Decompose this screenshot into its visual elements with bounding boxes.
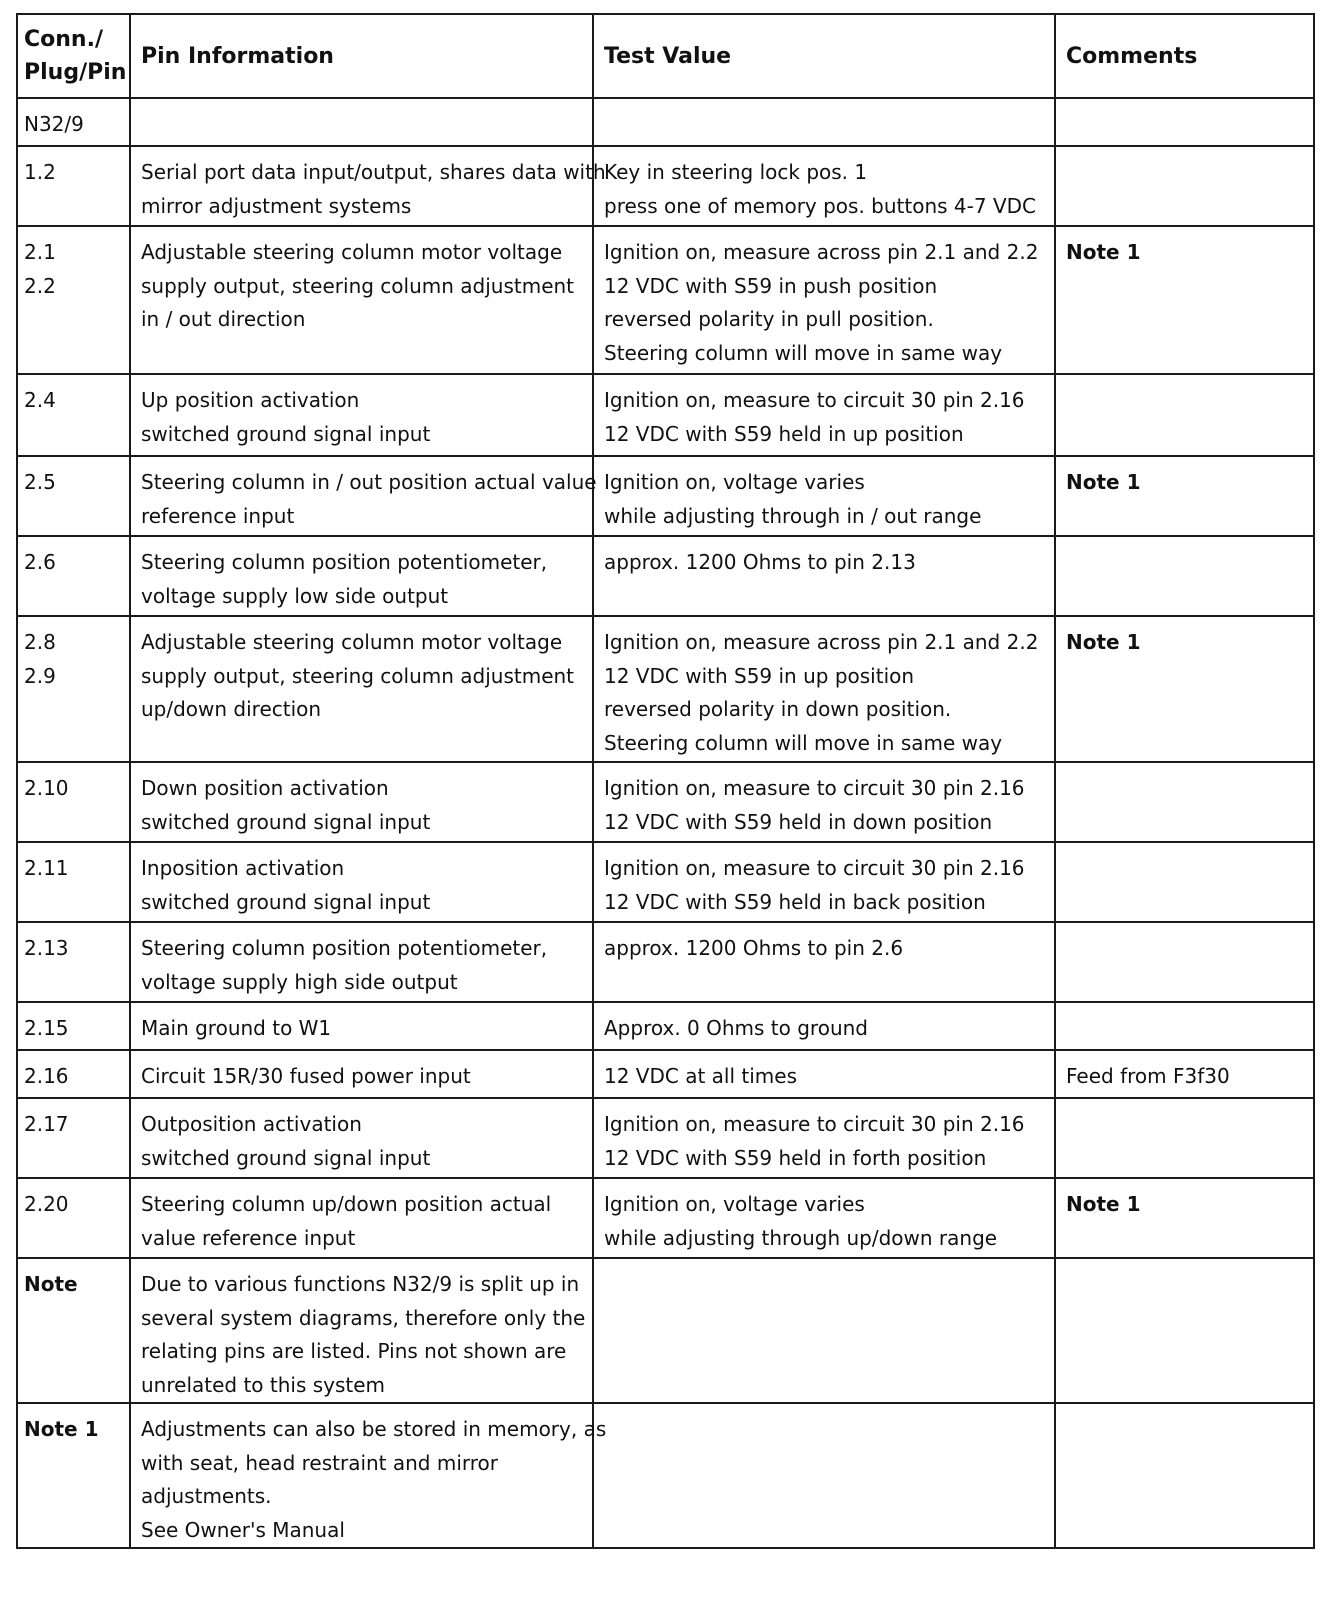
cell-test-value-line: Steering column will move in same way	[604, 730, 1003, 755]
cell-pin-information-line: adjustments.	[141, 1484, 272, 1508]
cell-conn-pin	[17, 762, 130, 842]
cell-conn-pin	[17, 98, 130, 146]
cell-conn-pin-line: Note	[24, 1272, 78, 1296]
cell-conn-pin	[17, 536, 130, 616]
cell-test-value-line: reversed polarity in down position.	[604, 697, 952, 721]
table-row	[17, 1002, 1314, 1050]
cell-test-value	[593, 1002, 1055, 1050]
table-row	[17, 98, 1314, 146]
cell-conn-pin-line: 2.9	[24, 663, 56, 688]
cell-conn-pin	[17, 146, 130, 226]
cell-pin-information-line: Outposition activation	[141, 1112, 362, 1136]
cell-test-value-line: Ignition on, measure to circuit 30 pin 2.16	[604, 776, 1025, 800]
cell-pin-information-line: Adjustable steering column motor voltage	[141, 240, 563, 264]
cell-test-value-line: approx. 1200 Ohms to pin 2.13	[604, 550, 916, 574]
cell-conn-pin	[17, 1403, 130, 1548]
cell-pin-information	[130, 762, 593, 842]
cell-pin-information	[130, 1403, 607, 1548]
cell-pin-information-line: See Owner's Manual	[141, 1517, 345, 1542]
header-conn-line-1: Conn./	[24, 27, 103, 52]
cell-pin-information-line: supply output, steering column adjustment	[141, 663, 575, 688]
cell-conn-pin-line: 2.1	[24, 240, 56, 264]
cell-comments: Feed from F3f30	[1055, 1050, 1314, 1098]
cell-test-value-line: while adjusting through up/down range	[604, 1225, 998, 1250]
cell-pin-information	[130, 1050, 593, 1098]
cell-pin-information	[130, 922, 593, 1002]
table-row	[17, 1098, 1314, 1178]
cell-pin-information-line: Up position activation	[141, 388, 360, 412]
header-row	[17, 14, 1314, 98]
cell-test-value	[593, 1050, 1055, 1098]
header-conn-line-2: Plug/Pin	[24, 60, 127, 85]
cell-conn-pin	[17, 842, 130, 922]
cell-conn-pin-line: 2.5	[24, 470, 56, 494]
cell-conn-pin	[17, 616, 130, 762]
table-row	[17, 1050, 1314, 1098]
cell-conn-pin	[17, 1050, 130, 1098]
cell-pin-information-line: value reference input	[141, 1225, 356, 1250]
cell-comments	[1055, 922, 1314, 1002]
cell-test-value	[593, 1178, 1055, 1258]
cell-test-value-line: Ignition on, measure across pin 2.1 and 2.2	[604, 630, 1039, 654]
cell-conn-pin-line: Note 1	[24, 1417, 99, 1441]
table-row	[17, 762, 1314, 842]
cell-pin-information	[130, 1258, 593, 1403]
cell-comments: Note 1	[1055, 226, 1314, 374]
cell-conn-pin-line: N32/9	[24, 112, 84, 136]
cell-conn-pin-line: 2.20	[24, 1192, 69, 1216]
cell-pin-information	[130, 1002, 593, 1050]
cell-test-value	[593, 456, 1055, 536]
table-row	[17, 146, 1314, 226]
cell-conn-pin	[17, 456, 130, 536]
cell-conn-pin-line: 2.15	[24, 1016, 69, 1040]
cell-test-value	[593, 922, 1055, 1002]
cell-pin-information-line: Steering column in / out position actual value	[141, 470, 597, 494]
pin-test-table	[16, 13, 1315, 1549]
cell-pin-information-line: supply output, steering column adjustment	[141, 273, 575, 298]
cell-pin-information-line: Inposition activation	[141, 856, 345, 880]
cell-conn-pin-line: 2.4	[24, 388, 56, 412]
cell-pin-information-line: several system diagrams, therefore only the	[141, 1305, 586, 1330]
cell-conn-pin-line: 2.11	[24, 856, 69, 880]
cell-pin-information-line: in / out direction	[141, 307, 306, 331]
cell-test-value	[593, 1098, 1055, 1178]
cell-pin-information	[130, 146, 606, 226]
cell-comments	[1055, 1258, 1314, 1403]
cell-pin-information-line: mirror adjustment systems	[141, 193, 412, 218]
cell-conn-pin	[17, 226, 130, 374]
cell-comments	[1055, 842, 1314, 922]
cell-test-value-line: 12 VDC with S59 held in back position	[604, 889, 986, 914]
cell-conn-pin-line: 2.8	[24, 630, 56, 654]
header-pin-information: Pin Information	[130, 14, 593, 98]
cell-pin-information	[130, 456, 597, 536]
table-row	[17, 1258, 1314, 1403]
cell-conn-pin-line: 2.2	[24, 273, 56, 298]
cell-pin-information-line: Serial port data input/output, shares data with	[141, 160, 606, 184]
table-body	[17, 98, 1314, 1548]
cell-pin-information-line: switched ground signal input	[141, 809, 431, 834]
cell-comments	[1055, 762, 1314, 842]
cell-pin-information	[130, 842, 593, 922]
cell-test-value-line: Ignition on, voltage varies	[604, 470, 865, 494]
cell-comments	[1055, 374, 1314, 456]
cell-pin-information	[130, 226, 593, 374]
cell-comments: Note 1	[1055, 1178, 1314, 1258]
cell-pin-information	[130, 1098, 593, 1178]
cell-test-value	[593, 536, 1055, 616]
cell-pin-information-line: switched ground signal input	[141, 1145, 431, 1170]
cell-comments	[1055, 1403, 1314, 1548]
cell-test-value-line: 12 VDC with S59 in up position	[604, 663, 915, 688]
cell-test-value-line: reversed polarity in pull position.	[604, 307, 934, 331]
cell-comments	[1055, 536, 1314, 616]
cell-pin-information-line: switched ground signal input	[141, 421, 431, 446]
table-row	[17, 456, 1314, 536]
cell-conn-pin-line: 1.2	[24, 160, 56, 184]
cell-conn-pin-line: 2.10	[24, 776, 69, 800]
cell-test-value-line: Steering column will move in same way	[604, 340, 1003, 365]
cell-pin-information	[130, 536, 593, 616]
table-row	[17, 226, 1314, 374]
cell-test-value-line: 12 VDC with S59 held in forth position	[604, 1145, 987, 1170]
cell-comments	[1055, 146, 1314, 226]
cell-test-value	[593, 842, 1055, 922]
cell-test-value	[593, 762, 1055, 842]
cell-test-value-line: Key in steering lock pos. 1	[604, 160, 868, 184]
table-row	[17, 374, 1314, 456]
cell-test-value	[593, 374, 1055, 456]
cell-conn-pin-line: 2.16	[24, 1064, 69, 1088]
cell-pin-information	[130, 98, 593, 146]
cell-comments: Note 1	[1055, 456, 1314, 536]
cell-pin-information-line: relating pins are listed. Pins not shown are	[141, 1339, 567, 1363]
cell-test-value-line: Ignition on, measure to circuit 30 pin 2.16	[604, 388, 1025, 412]
cell-pin-information-line: unrelated to this system	[141, 1372, 386, 1397]
cell-conn-pin	[17, 922, 130, 1002]
cell-conn-pin	[17, 1258, 130, 1403]
cell-pin-information-line: Adjustments can also be stored in memory, as	[141, 1417, 607, 1441]
cell-pin-information-line: Steering column position potentiometer,	[141, 550, 548, 574]
cell-pin-information-line: with seat, head restraint and mirror	[141, 1450, 499, 1475]
cell-conn-pin	[17, 374, 130, 456]
header-comments: Comments	[1055, 14, 1314, 98]
table-row	[17, 842, 1314, 922]
header-conn-plug-pin	[17, 14, 130, 98]
table-row	[17, 1403, 1314, 1548]
cell-test-value-line: 12 VDC with S59 held in up position	[604, 421, 964, 446]
cell-pin-information-line: Adjustable steering column motor voltage	[141, 630, 563, 654]
table-row	[17, 922, 1314, 1002]
cell-pin-information-line: Down position activation	[141, 776, 389, 800]
cell-test-value	[593, 146, 1055, 226]
cell-pin-information-line: Main ground to W1	[141, 1016, 332, 1040]
cell-pin-information	[130, 1178, 593, 1258]
cell-test-value-line: Ignition on, voltage varies	[604, 1192, 865, 1216]
cell-test-value-line: 12 VDC at all times	[604, 1064, 797, 1088]
cell-pin-information-line: Steering column position potentiometer,	[141, 936, 548, 960]
cell-conn-pin	[17, 1098, 130, 1178]
cell-pin-information	[130, 374, 593, 456]
cell-test-value	[593, 1258, 1055, 1403]
cell-comments	[1055, 98, 1314, 146]
cell-conn-pin	[17, 1178, 130, 1258]
cell-pin-information-line: voltage supply low side output	[141, 583, 449, 608]
cell-pin-information-line: Circuit 15R/30 fused power input	[141, 1064, 471, 1088]
table-row	[17, 1178, 1314, 1258]
cell-test-value-line: while adjusting through in / out range	[604, 503, 982, 528]
cell-test-value-line: Approx. 0 Ohms to ground	[604, 1016, 868, 1040]
cell-test-value-line: Ignition on, measure across pin 2.1 and 2.2	[604, 240, 1039, 264]
table-row	[17, 536, 1314, 616]
cell-conn-pin	[17, 1002, 130, 1050]
cell-pin-information-line: switched ground signal input	[141, 889, 431, 914]
cell-test-value	[593, 1403, 1055, 1548]
cell-test-value	[593, 98, 1055, 146]
cell-pin-information-line: Due to various functions N32/9 is split up in	[141, 1272, 580, 1296]
cell-comments	[1055, 1098, 1314, 1178]
cell-test-value-line: approx. 1200 Ohms to pin 2.6	[604, 936, 904, 960]
cell-pin-information-line: up/down direction	[141, 697, 322, 721]
cell-test-value	[593, 226, 1055, 374]
cell-conn-pin-line: 2.13	[24, 936, 69, 960]
header-test-value: Test Value	[593, 14, 1055, 98]
cell-test-value-line: 12 VDC with S59 held in down position	[604, 809, 993, 834]
cell-comments	[1055, 1002, 1314, 1050]
cell-pin-information	[130, 616, 593, 762]
table-row	[17, 616, 1314, 762]
cell-test-value-line: 12 VDC with S59 in push position	[604, 273, 938, 298]
cell-test-value-line: Ignition on, measure to circuit 30 pin 2.16	[604, 1112, 1025, 1136]
cell-conn-pin-line: 2.17	[24, 1112, 69, 1136]
cell-pin-information-line: reference input	[141, 503, 295, 528]
cell-pin-information-line: voltage supply high side output	[141, 969, 458, 994]
cell-test-value-line: press one of memory pos. buttons 4-7 VDC	[604, 193, 1036, 218]
cell-test-value-line: Ignition on, measure to circuit 30 pin 2.16	[604, 856, 1025, 880]
cell-pin-information-line: Steering column up/down position actual	[141, 1192, 552, 1216]
cell-conn-pin-line: 2.6	[24, 550, 56, 574]
cell-comments: Note 1	[1055, 616, 1314, 762]
cell-test-value	[593, 616, 1055, 762]
